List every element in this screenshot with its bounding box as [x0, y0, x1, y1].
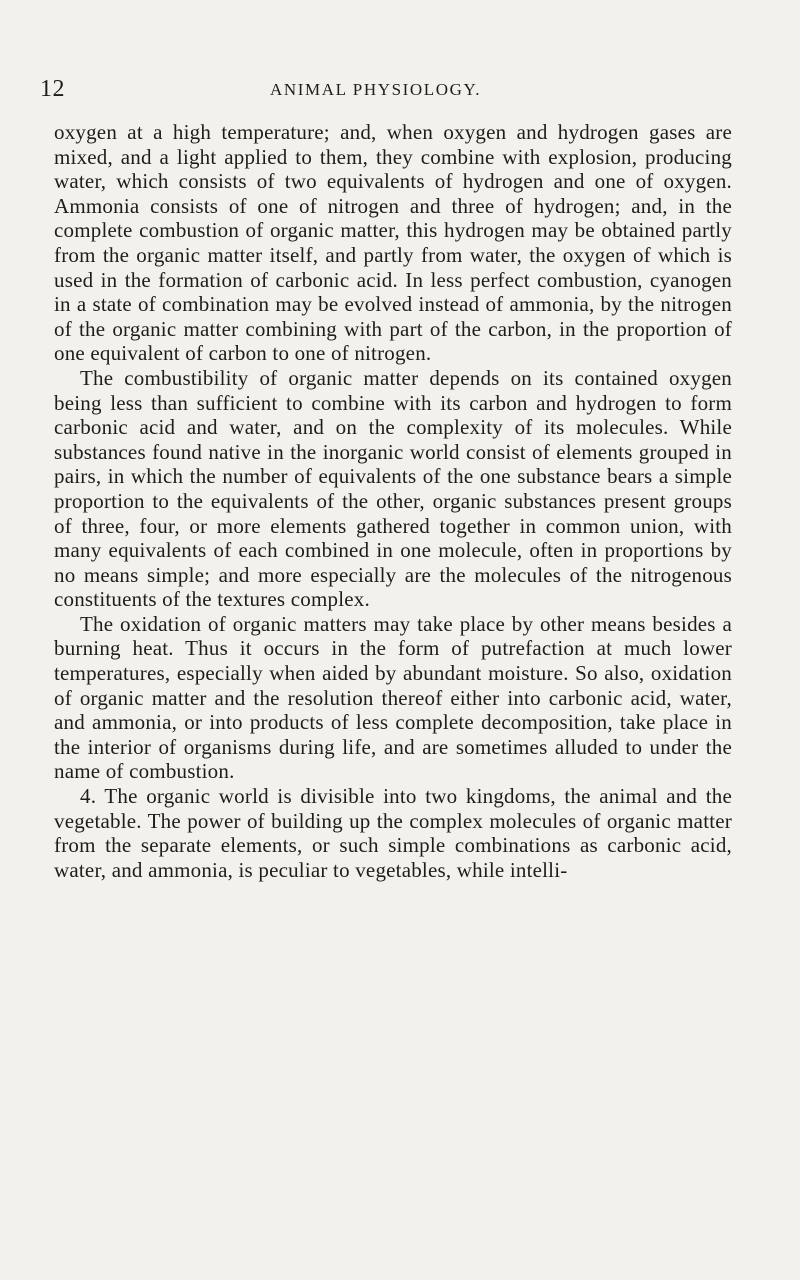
paragraph-continuation: oxygen at a high temperature; and, when oxygen and hydrogen gases are mixed, and a light applied to them, they combine with explosion, producing water, which consists of two equivalents of hydrogen and one of oxygen. Ammonia consists of one of nitrogen and three of hydrogen; and, in the complete combustion of organic matter, this hydrogen may be obtained partly from the organic matter itself, and partly from water, the oxygen of which is used in the formation of carbonic acid. In less perfect combustion, cyanogen in a state of combination may be evolved instead of ammonia, by the nitrogen of the organic matter combining with part of the carbon, in the proportion of one equivalent of carbon to one of nitrogen. — [54, 120, 732, 366]
body-text — [54, 120, 732, 882]
running-title: ANIMAL PHYSIOLOGY. — [270, 80, 482, 99]
paragraph-section-4: 4. The organic world is divisible into two kingdoms, the animal and the vegetable. The power of building up the complex molecules of organic matter from the separate elements, or such simple combinations as carbonic acid, water, and ammonia, is peculiar to vegetables, while intelli- — [54, 784, 732, 882]
page-number: 12 — [40, 76, 65, 102]
page-header — [40, 76, 730, 106]
paragraph-combustibility: The combustibility of organic matter depends on its contained oxygen being less than sufficient to combine with its carbon and hydrogen to form carbonic acid and water, and on the complexity of its molecules. While substances found native in the inorganic world consist of elements grouped in pairs, in which the number of equivalents of the one substance bears a simple proportion to the equivalents of the other, organic substances present groups of three, four, or more elements gathered together in common union, with many equivalents of each combined in one molecule, often in proportions by no means simple; and more especially are the molecules of the nitrogenous constituents of the textures complex. — [54, 365, 732, 612]
paragraph-oxidation: The oxidation of organic matters may take place by other means besides a burning heat. Thus it occurs in the form of putrefaction at much lower temperatures, especially when aided by abundant moisture. So also, oxidation of organic matter and the resolution thereof either into carbonic acid, water, and ammonia, or into products of less complete decomposition, take place in the interior of organisms during life, and are sometimes alluded to under the name of combustion. — [54, 611, 732, 784]
